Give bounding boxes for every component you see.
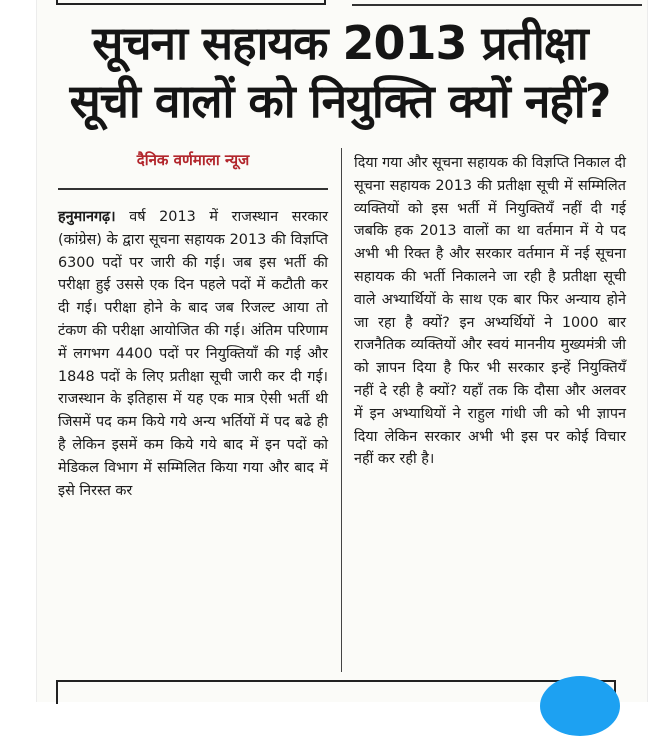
headline-line-2: सूची वालों को नियुक्ति क्यों नहीं?: [69, 74, 611, 128]
article-column-right: [354, 152, 626, 471]
byline-divider: [58, 188, 328, 190]
top-border-right: [352, 4, 642, 6]
floating-action-button[interactable]: [540, 676, 620, 736]
left-column-text: वर्ष 2013 में राजस्थान सरकार (कांग्रेस) के द्वारा सूचना सहायक 2013 की विज्ञप्ति 6300 पदों पर जारी की गई। जब इस भर्ती की परीक्षा हुई उससे एक दिन पहले पदों में कटौती कर दी गई। परीक्षा होने के बाद जब रिजल्ट आया तो टंकण की परीक्षा आयोजित की गई। अंतिम परिणाम में लगभग 4400 पदों पर नियुक्तियाँ की गई और 1848 पदों के लिए प्रतीक्षा सूची जारी कर दी गई। राजस्थान के इतिहास में यह एक मात्र ऐसी भर्ती थी जिसमें पद कम किये गये अन्य भर्तियों में पद बढे ही है लेकिन इसमें कम किये गये बाद में इन पदों को मेडिकल विभाग में सम्मिलित किया गया और बाद में इसे निरस्त कर: [58, 209, 328, 499]
headline: [40, 14, 640, 130]
article-column-left: [58, 206, 328, 502]
column-divider: [341, 148, 342, 672]
next-article-border: [56, 680, 616, 704]
dateline: हनुमानगढ़।: [58, 209, 116, 225]
top-border-left: [56, 0, 326, 5]
right-column-text: दिया गया और सूचना सहायक की विज्ञप्ति निकाल दी सूचना सहायक 2013 की प्रतीक्षा सूची में सम्मिलित व्यक्तियों को इस भर्ती में नियुक्तियँ नहीं दी गई जबकि हक 2013 वालों का था वर्तमान में ये पद अभी भी रिक्त है और सरकार वर्तमान में नई सूचना सहायक की भर्ती निकालने जा रही है प्रतीक्षा सूची वाले अभ्यार्थियों के साथ एक बार फिर अन्याय होने जा रहा है क्यों? इन अभ्यर्थियों ने 1000 बार राजनैतिक व्यक्तियों और स्वयं माननीय मुख्यमंत्री जी को ज्ञापन दिया है फिर भी सरकार इन्हें नियुक्तियँ नहीं दे रही है क्यों? यहाँ तक कि दौसा और अलवर में इन अभ्याथियों ने राहुल गांधी जी को भी ज्ञापन दिया लेकिन सरकार अभी भी इस पर कोई विचार नहीं कर रही है।: [354, 155, 626, 468]
headline-line-1: सूचना सहायक 2013 प्रतीक्षा: [92, 16, 588, 70]
byline: दैनिक वर्णमाला न्यूज: [136, 151, 250, 169]
